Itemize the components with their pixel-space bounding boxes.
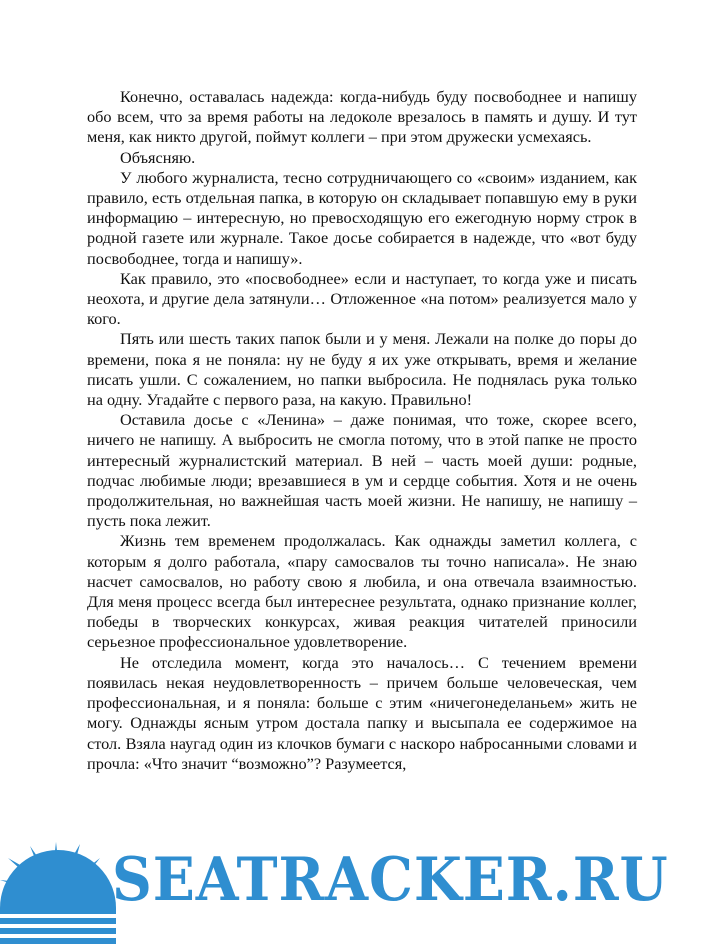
paragraph-7: Жизнь тем временем продолжалась. Как однажды заметил коллега, с которым я долго работала, «пару самосвалов ты точно написала». Не знаю насчет самосвалов, но работу свою я любила, и она отвечала взаимностью. Для меня процесс всегда был интереснее результата, однако признание коллег, победы в творческих конкурсах, живая реакция читателей приносили серьезное профессиональное удовлетворение. <box>87 531 637 652</box>
paragraph-8: Не отследила момент, когда это началось… С течением времени появилась некая неудовлетворенность – причем больше человеческая, чем профессиональная, и я поняла: больше с этим «ничегонеделаньем» жить не могу. Однажды ясным утром достала папку и высыпала ее содержимое на стол. Взяла наугад один из клочков бумаги с наскоро набросанными словами и прочла: «Что значит “возможно”? Разумеется, <box>87 652 637 773</box>
watermark-text: SEATRACKER.RU <box>112 845 669 915</box>
paragraph-1: Конечно, оставалась надежда: когда-нибудь буду посвободнее и напишу обо всем, что за время работы на ледоколе врезалось в память и душу. И тут меня, как никто другой, поймут коллеги – при этом дружески усмехаясь. <box>87 87 637 147</box>
paragraph-4: Как правило, это «посвободнее» если и наступает, то когда уже и писать неохота, и другие дела затянули… Отложенное «на потом» реализуется мало у кого. <box>87 268 637 329</box>
paragraph-2: Объясняю. <box>120 147 196 167</box>
paragraph-6: Оставила досье с «Ленина» – даже понимая, что тоже, скорее всего, ничего не напишу. А выбросить не смогла потому, что в этой папке не просто интересный журналистский материал. В ней – часть моей души: родные, подчас любимые люди; врезавшиеся в ум и сердце события. Хотя и не очень продолжительная, но важнейшая часть моей жизни. Не напишу, не напишу – пусть пока лежит. <box>87 410 637 531</box>
paragraph-3: У любого журналиста, тесно сотрудничающего со «своим» изданием, как правило, есть отдельная папка, в которую он складывает попавшую ему в руки информацию – интересную, но превосходящую его ежегодную норму строк в родной газете или журнале. Такое досье собирается в надежде, что «вот буду посвободнее, тогда и напишу». <box>87 167 637 268</box>
watermark <box>0 836 727 944</box>
body-text <box>87 87 637 774</box>
paragraph-5: Пять или шесть таких папок были и у меня. Лежали на полке до поры до времени, пока я не поняла: ну не буду я их уже открывать, время и желание писать ушли. С сожалением, но папки выбросила. Не поднялась рука только на одну. Угадайте с первого раза, на какую. Правильно! <box>87 329 637 410</box>
